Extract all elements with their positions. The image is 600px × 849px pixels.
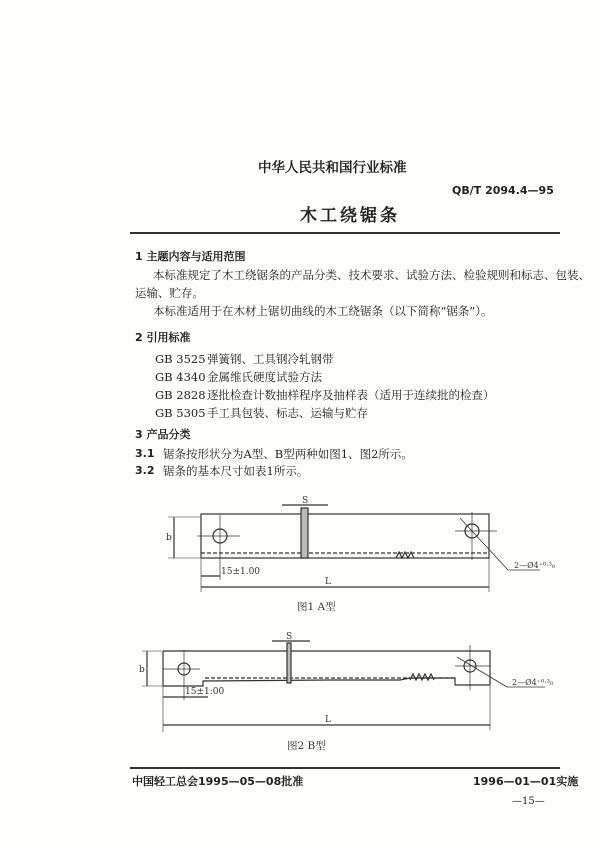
section-2-heading: 2 引用标准 <box>135 331 191 344</box>
fig1-hole-label: 2—Ø4⁺⁰·³₀ <box>514 561 556 570</box>
item-number: 3.2 <box>135 464 155 477</box>
ref-code: GB 3525 <box>155 352 206 366</box>
fig2-offset-label: 15±1:00 <box>185 687 225 697</box>
page-number: —15— <box>512 796 545 807</box>
standard-code: QB/T 2094.4—95 <box>452 184 554 197</box>
item-number: 3.1 <box>135 447 155 460</box>
ref-title: 手工具包装、标志、运输与贮存 <box>207 406 368 420</box>
approval-date: 中国轻工总会1995—05—08批准 <box>132 775 304 788</box>
fig2-s-label: S <box>286 632 293 642</box>
fig1-length-label: L <box>325 577 331 587</box>
fig1-s-label: S <box>302 496 309 506</box>
ref-code: GB 4340 <box>155 370 206 384</box>
fig1-caption: 图1 A型 <box>297 601 336 613</box>
fig2-caption: 图2 B型 <box>287 740 326 752</box>
section-3-heading: 3 产品分类 <box>135 428 191 441</box>
fig2-length-label: L <box>325 715 331 725</box>
ref-title: 逐批检查计数抽样程序及抽样表（适用于连续批的检查） <box>207 388 495 402</box>
item-text: 锯条按形状分为A型、B型两种如图1、图2所示。 <box>163 447 413 461</box>
fig2-b-label: b <box>139 665 145 675</box>
item-text: 锯条的基本尺寸如表1所示。 <box>163 464 309 478</box>
effective-date: 1996—01—01实施 <box>473 775 579 788</box>
ref-code: GB 5305 <box>155 406 206 420</box>
paragraph: 运输、贮存。 <box>135 286 204 300</box>
paragraph: 本标准规定了木工绕锯条的产品分类、技术要求、试验方法、检验规则和标志、包装、 <box>153 268 590 282</box>
fig1-offset-label: 15±1.00 <box>221 567 261 577</box>
figure-1-type-a <box>168 505 540 592</box>
ref-title: 金属维氏硬度试验方法 <box>207 370 322 384</box>
ref-code: GB 2828 <box>155 388 206 402</box>
section-1-heading: 1 主题内容与适用范围 <box>135 250 246 263</box>
fig1-b-label: b <box>166 533 172 543</box>
paragraph: 本标准适用于在木材上锯切曲线的木工绕锯条（以下简称“锯条”）。 <box>153 304 493 318</box>
fig2-hole-label: 2—Ø4⁺⁰·³₀ <box>512 678 554 687</box>
document-title: 木工绕锯条 <box>300 206 400 226</box>
ref-title: 弹簧钢、工具钢冷轧钢带 <box>207 352 334 366</box>
footer-rule <box>130 767 560 769</box>
standard-category: 中华人民共和国行业标准 <box>258 160 407 176</box>
